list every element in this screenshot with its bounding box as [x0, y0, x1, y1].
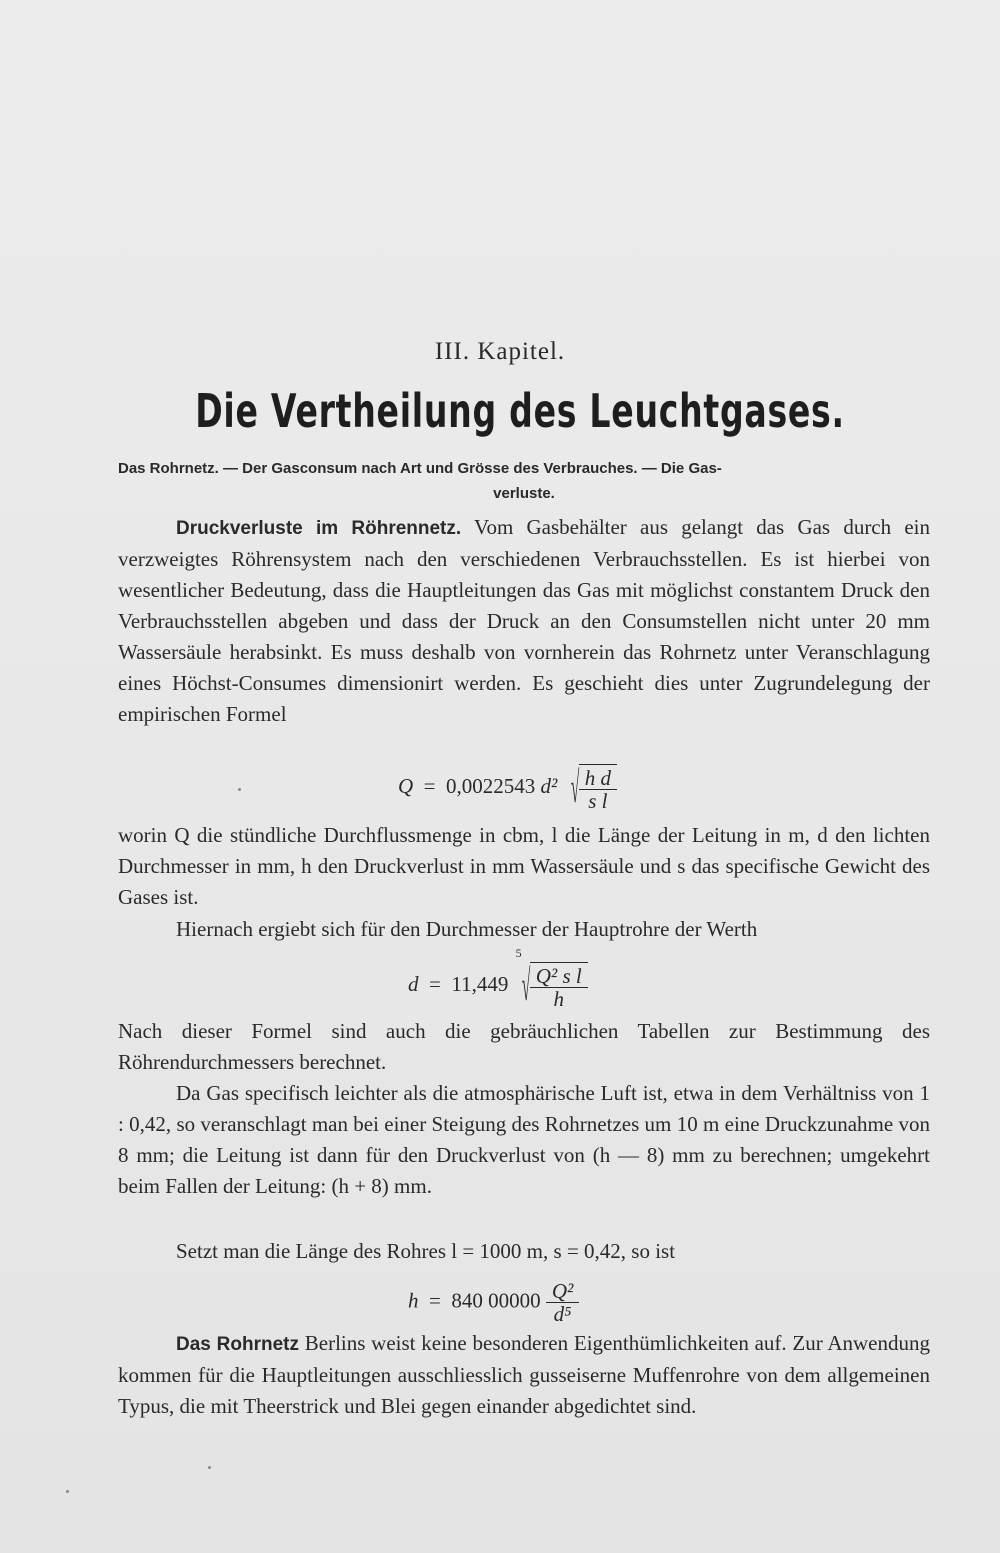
fraction-denominator: h	[553, 987, 564, 1011]
formula-d-lhs: d	[408, 971, 419, 996]
radicand	[579, 764, 617, 812]
paper-speck	[66, 1490, 69, 1493]
radical-sign-icon: √	[521, 961, 530, 1010]
chapter-title: Die Vertheilung des Leuchtgases.	[195, 384, 845, 438]
paragraph-rohrnetz	[118, 1328, 930, 1422]
chapter-heading: III. Kapitel.	[434, 338, 566, 365]
square-root	[563, 764, 617, 812]
formula-h	[408, 1280, 579, 1325]
radicand	[530, 962, 588, 1010]
fraction	[579, 767, 617, 812]
formula-d-eq: =	[429, 971, 441, 996]
paragraph-lead-druckverluste: Druckverluste im Röhrennetz.	[176, 518, 462, 539]
subtitle-line-1: Das Rohrnetz. — Der Gasconsum nach Art und Grösse des Verbrauches. — Die Gas-	[118, 460, 722, 477]
paragraph-lead-rohrnetz: Das Rohrnetz	[176, 1334, 299, 1355]
fraction-numerator: h d	[579, 767, 617, 790]
formula-q-var: d²	[540, 773, 558, 798]
root-index: 5	[515, 946, 522, 960]
paragraph-druckverluste	[118, 512, 930, 730]
formula-h-coef: 840 00000	[451, 1288, 541, 1313]
fraction-denominator: s l	[588, 789, 608, 813]
subtitle-line-2: verluste.	[493, 485, 555, 502]
fraction-numerator: Q²	[546, 1280, 579, 1303]
paragraph-text-druckverluste: Vom Gasbehälter aus gelangt das Gas durch ein verzweigtes Röhrensystem nach den verschiedenen Verbrauchsstellen. Es ist hierbei von wesentlicher Bedeutung, dass die Hauptleitungen das Gas mit möglichst constantem Druck den Verbrauchsstellen abgeben und dass der Druck an den Consumstellen nicht unter 20 mm Wassersäule herabsinkt. Es muss deshalb von vornherein das Rohrnetz unter Veranschlagung eines Höchst-Consumes dimensionirt werden. Es geschieht dies unter Zugrundelegung der empirischen Formel	[118, 515, 930, 726]
paragraph-da-gas: Da Gas specifisch leichter als die atmosphärische Luft ist, etwa in dem Verhältniss von 1 : 0,42, so veranschlagt man bei einer Steigung des Rohrnetzes um 10 m eine Druckzunahme von 8 mm; die Leitung ist dann für den Druckverlust von (h — 8) mm zu berechnen; umgekehrt beim Fallen der Leitung: (h + 8) mm.	[118, 1081, 930, 1198]
fifth-root	[514, 946, 588, 1011]
fraction-denominator: d⁵	[553, 1302, 572, 1326]
fraction	[546, 1280, 579, 1325]
formula-d	[408, 946, 588, 1011]
radical-sign-icon: √	[570, 763, 579, 812]
formula-h-eq: =	[429, 1288, 441, 1313]
paper-speck	[238, 788, 241, 791]
formula-q	[398, 764, 617, 812]
paragraph-hiernach: Hiernach ergiebt sich für den Durchmesser der Hauptrohre der Werth	[176, 917, 758, 941]
formula-q-coef: 0,0022543	[446, 773, 536, 798]
paragraph-text-rohrnetz: Berlins weist keine besonderen Eigenthümlichkeiten auf. Zur Anwendung kommen für die Hauptleitungen ausschliesslich gusseiserne Muffenrohre von dem allgemeinen Typus, die mit Theerstrick und Blei gegen einander abgedichtet sind.	[118, 1331, 930, 1418]
paragraph-setzt-man: Setzt man die Länge des Rohres l = 1000 m, s = 0,42, so ist	[176, 1239, 676, 1263]
paragraph-nach-dieser: Nach dieser Formel sind auch die gebräuchlichen Tabellen zur Bestimmung des Röhrendurchmessers berechnet.	[118, 1019, 930, 1074]
fraction	[530, 965, 588, 1010]
formula-q-lhs: Q	[398, 773, 414, 798]
formula-q-eq: =	[423, 773, 436, 798]
fraction-numerator: Q² s l	[530, 965, 588, 988]
paper-speck	[208, 1466, 211, 1469]
chapter-subtitle	[118, 456, 930, 506]
formula-h-lhs: h	[408, 1288, 419, 1313]
formula-d-coef: 11,449	[451, 971, 509, 996]
paragraph-worin: worin Q die stündliche Durchflussmenge in cbm, l die Länge der Leitung in m, d den lichten Durchmesser in mm, h den Druckverlust in mm Wassersäule und s das specifische Gewicht des Gases ist.	[118, 823, 930, 909]
